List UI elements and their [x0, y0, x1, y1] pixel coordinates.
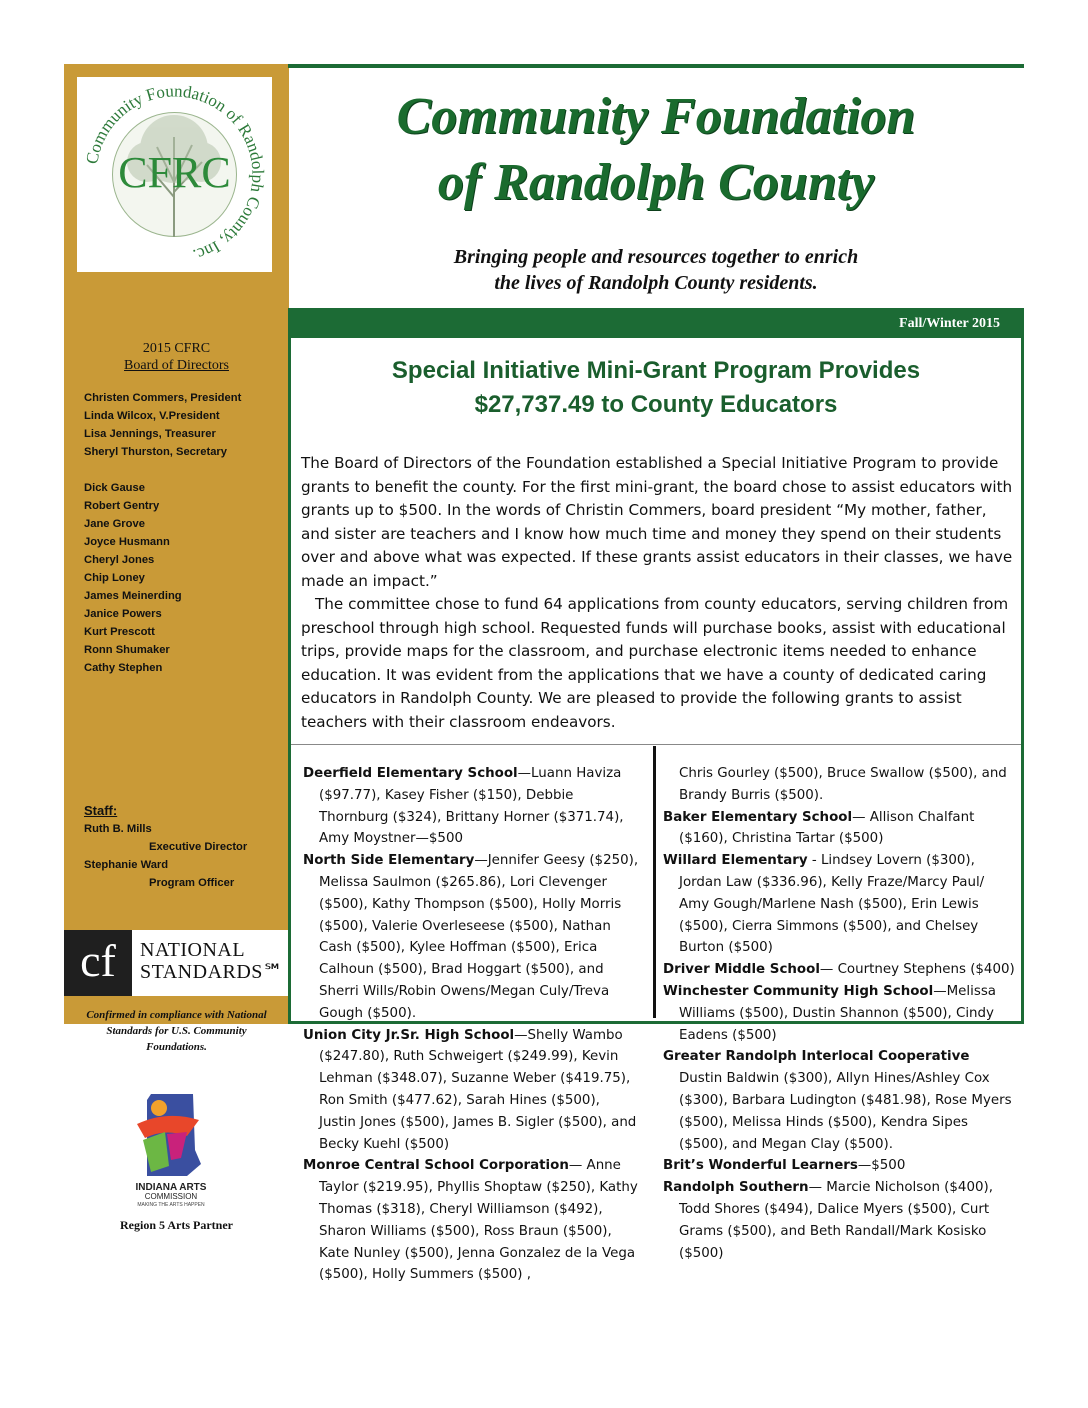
- member-item: Cheryl Jones: [84, 554, 155, 566]
- grant-school: Driver Middle School: [663, 962, 820, 978]
- grant-entry: [303, 763, 641, 850]
- staff-name: Stephanie Ward: [84, 859, 169, 871]
- member-item: Robert Gentry: [84, 500, 160, 512]
- grant-school: Winchester Community High School: [663, 983, 934, 999]
- issue-season: Fall/Winter 2015: [899, 316, 1000, 331]
- indiana-arts-icon: [107, 1080, 235, 1208]
- member-item: Joyce Husmann: [84, 536, 170, 548]
- cf-logo-icon: cf: [64, 930, 132, 996]
- issue-bar: [288, 308, 1024, 338]
- member-item: Jane Grove: [84, 518, 145, 530]
- masthead-title-line2: of Randolph County: [437, 154, 875, 211]
- grant-school: North Side Elementary: [303, 853, 475, 869]
- grant-entry: [663, 850, 1015, 959]
- grant-recipients: Dustin Baldwin ($300), Allyn Hines/Ashley Cox ($300), Barbara Ludington ($481.98), Rose Myers ($500), Melissa Hinds ($500), Kendra Sipes ($500), and Megan Clay ($500).: [679, 1071, 1012, 1152]
- grant-continuation: Chris Gourley ($500), Bruce Swallow ($500), and Brandy Burris ($500).: [679, 766, 1007, 803]
- grant-school: Willard Elementary: [663, 853, 808, 869]
- national-standards-line1: NATIONAL: [140, 939, 246, 961]
- grant-recipients: —$500: [857, 1158, 906, 1174]
- grant-school: Baker Elementary School: [663, 809, 853, 825]
- article-intro: [301, 452, 1017, 734]
- grant-school: Monroe Central School Corporation: [303, 1158, 569, 1174]
- grant-entry: [663, 1155, 1015, 1177]
- staff-heading: Staff:: [84, 803, 118, 818]
- staff-name: Ruth B. Mills: [84, 823, 152, 835]
- grant-recipients: —Shelly Wambo ($247.80), Ruth Schweigert ($249.99), Kevin Lehman ($348.07), Suzanne Weber ($419.75), Ron Smith ($477.62), Sarah Hines ($500), Justin Jones ($500), James B. Sigler ($500), and Becky Kuehl ($500): [319, 1027, 637, 1152]
- logo-ring-text: Community Foundation of Randolph County, Inc.: [82, 81, 268, 266]
- member-item: Ronn Shumaker: [84, 644, 170, 656]
- member-item: Chip Loney: [84, 572, 145, 584]
- arts-logo-line2: COMMISSION: [144, 1192, 198, 1201]
- intro-paragraph: The committee chose to fund 64 applications from county educators, serving children from preschool through high school. Requested funds will purchase books, assist with educational trips, provide maps for the classroom, and purchase electronic items needed to enhance education. It was evident from the applications that we have a county of dedicated caring educators in Randolph County. We are pleased to provide the following grants to assist teachers with their classroom endeavors.: [301, 595, 1009, 731]
- tree-logo-icon: [77, 77, 272, 272]
- grant-school: Randolph Southern: [663, 1180, 809, 1196]
- board-heading-year: 2015 CFRC: [142, 341, 211, 356]
- grant-recipients: —Jennifer Geesy ($250), Melissa Saulmon ($265.86), Lori Clevenger ($500), Kathy Thompson ($500), Holly Morris ($500), Valerie Overleseese ($500), Nathan Cash ($500), Kylee Hoffman ($500), Erica Calhoun ($500), Brad Hoggart ($500), and Sherri Wills/Robin Owens/Megan Culy/Treva Gough ($500).: [319, 853, 639, 1021]
- member-item: Kurt Prescott: [84, 626, 155, 638]
- national-standards-line2: STANDARDS℠: [140, 961, 284, 983]
- grant-entry: [663, 1046, 1015, 1155]
- officer-item: Lisa Jennings, Treasurer: [84, 428, 216, 440]
- staff-role: Program Officer: [149, 877, 235, 889]
- grant-entry: [303, 1025, 641, 1156]
- grant-entry: [663, 981, 1015, 1046]
- grant-recipients: — Anne Taylor ($219.95), Phyllis Shoptaw ($250), Kathy Thomas ($318), Cheryl Williamson ($492), Sharon Williams ($500), Ross Braun ($500), Kate Nunley ($500), Jenna Gonzalez de la Vega ($500), Holly Summers ($500) ,: [319, 1158, 638, 1283]
- national-standards-text: [140, 939, 284, 983]
- officers-list: [84, 389, 241, 461]
- member-item: Janice Powers: [84, 608, 162, 620]
- region-label: Region 5 Arts Partner: [120, 1218, 233, 1232]
- intro-paragraph: The Board of Directors of the Foundation established a Special Initiative Program to provide grants to benefit the county. For the first mini-grant, the board chose to assist educators with grants up to $500. In the words of Christin Commers, board president “My mother, father, and sister are teachers and I know how much time and money they spend on their students over and above what was expected. If these grants assist educators in their classes, we have made an impact.”: [301, 454, 1013, 590]
- officer-item: Sheryl Thurston, Secretary: [84, 446, 228, 458]
- article-headline: [291, 354, 1021, 422]
- column-rule: [653, 746, 656, 1018]
- members-list: [84, 479, 182, 677]
- grant-recipients: —Luann Haviza ($97.77), Kasey Fisher ($150), Debbie Thornburg ($324), Brittany Horner ($371.74), Amy Moystner—$500: [319, 766, 624, 847]
- staff-section: [84, 802, 247, 892]
- grant-recipients: — Allison Chalfant ($160), Christina Tartar ($500): [679, 809, 975, 847]
- headline-line1: Special Initiative Mini-Grant Program Provides: [391, 357, 921, 384]
- board-heading-title: Board of Directors: [124, 358, 229, 373]
- grant-entry: [663, 807, 1015, 851]
- headline-line2: $27,737.49 to County Educators: [474, 391, 838, 418]
- article-frame: [288, 338, 1024, 1283]
- member-item: Dick Gause: [84, 482, 145, 494]
- arts-logo-line3: MAKING THE ARTS HAPPEN: [137, 1202, 205, 1208]
- tagline: [288, 244, 1024, 296]
- grant-entry: [303, 850, 641, 1024]
- grant-school: Brit’s Wonderful Learners: [663, 1158, 858, 1174]
- national-standards-badge: [64, 930, 289, 996]
- grant-school: Greater Randolph Interlocal Cooperative: [663, 1049, 970, 1065]
- grant-entry: [303, 1155, 641, 1286]
- grant-recipients: - Lindsey Lovern ($300), Jordan Law ($336.96), Kelly Fraze/Marcy Paul/ Amy Gough/Marlene Nash ($500), Erin Lewis ($500), Cierra Simmons ($500), and Chelsey Burton ($500): [679, 853, 985, 956]
- logo-monogram: CFRC: [118, 148, 231, 197]
- member-item: James Meinerding: [84, 590, 182, 602]
- tagline-line1: Bringing people and resources together to enrich: [453, 246, 859, 268]
- top-rule: [288, 64, 1024, 68]
- grant-school: Deerfield Elementary School: [303, 766, 518, 781]
- sidebar: [64, 64, 289, 1232]
- grants-column-left: [303, 763, 641, 1286]
- compliance-note: Confirmed in compliance with National Standards for U.S. Community Foundations.: [86, 1009, 267, 1053]
- grant-recipients: —Melissa Williams ($500), Dustin Shannon ($500), Cindy Eadens ($500): [679, 983, 997, 1043]
- officer-item: Linda Wilcox, V.President: [84, 410, 220, 422]
- board-heading: [64, 340, 289, 374]
- arts-logo-line1: INDIANA ARTS: [135, 1182, 207, 1193]
- staff-role: Executive Director: [149, 841, 248, 853]
- grant-recipients: — Courtney Stephens ($400): [819, 962, 1015, 978]
- indiana-arts-commission-logo: [107, 1080, 235, 1208]
- section-divider: [291, 744, 1021, 745]
- grant-entry: [663, 1177, 1015, 1264]
- grant-school: Union City Jr.Sr. High School: [303, 1027, 515, 1043]
- grant-entry: [663, 959, 1015, 981]
- grants-column-right: [663, 763, 1015, 1264]
- member-item: Cathy Stephen: [84, 662, 163, 674]
- masthead-title: [288, 84, 1024, 216]
- grant-recipients: — Marcie Nicholson ($400), Todd Shores ($494), Dalice Myers ($500), Curt Grams ($500), and Beth Randall/Mark Kosisko ($500): [679, 1180, 993, 1261]
- masthead-title-line1: Community Foundation: [396, 88, 916, 145]
- officer-item: Christen Commers, President: [84, 392, 242, 404]
- tagline-line2: the lives of Randolph County residents.: [494, 272, 818, 294]
- cfrc-logo: [77, 77, 272, 272]
